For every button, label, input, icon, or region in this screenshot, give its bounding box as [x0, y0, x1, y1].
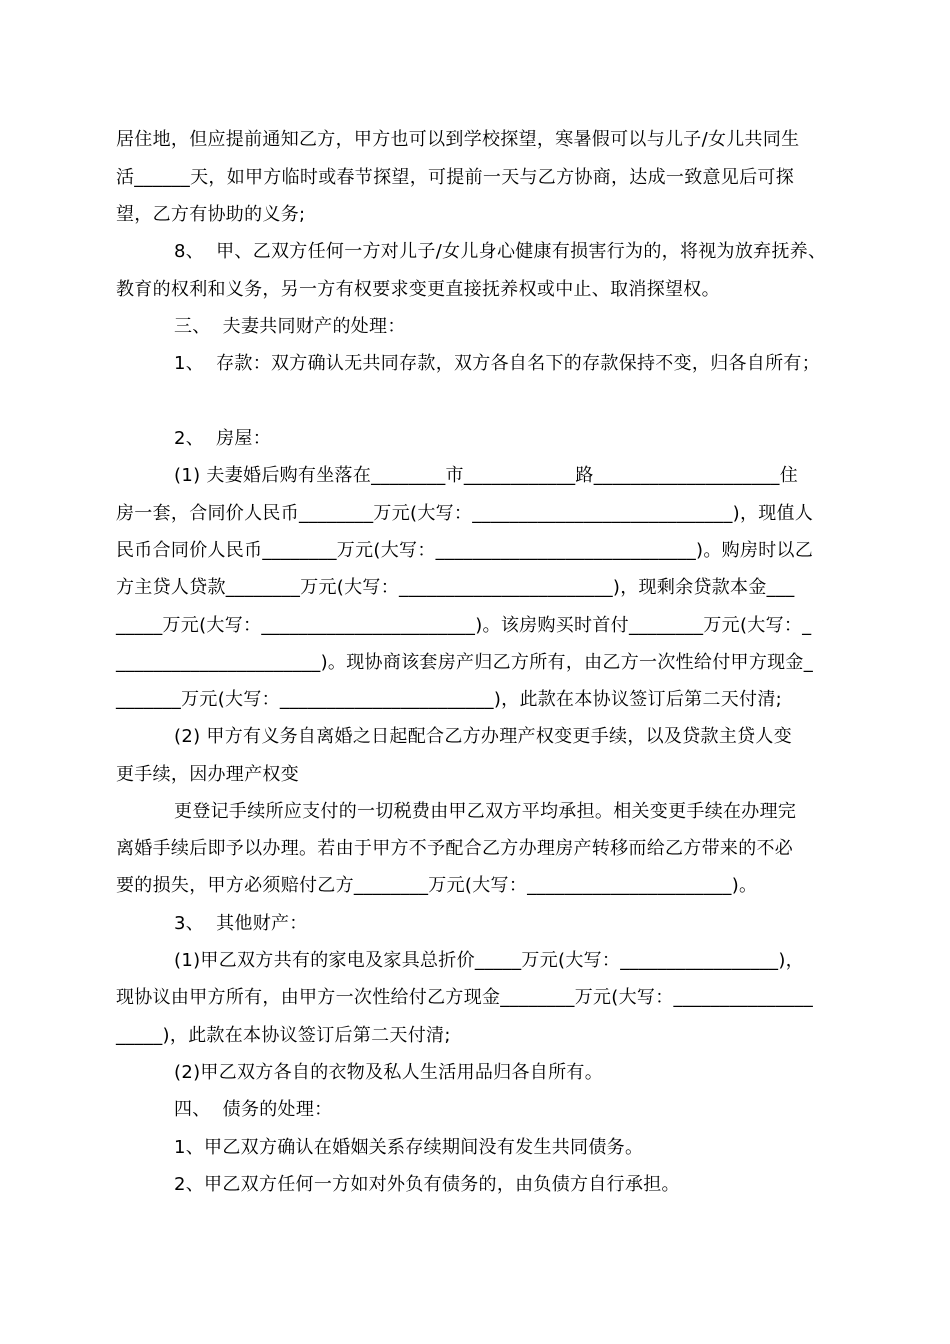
paragraph-line: 更登记手续所应支付的一切税费由甲乙双方平均承担。相关变更手续在办理完	[174, 801, 797, 822]
paragraph-line: (2) 甲方有义务自离婚之日起配合乙方办理产权变更手续，以及贷款主贷人变	[174, 726, 793, 747]
paragraph-line: 房一套，合同价人民币________万元(大写：____________________________)，现值人	[116, 503, 814, 524]
paragraph-line: 8、 甲、乙双方任何一方对儿子/女儿身心健康有损害行为的，将视为放弃抚养、	[174, 241, 827, 262]
paragraph-line: 2、甲乙双方任何一方如对外负有债务的，由负债方自行承担。	[174, 1174, 680, 1195]
paragraph-line: ______________________)。现协商该套房产归乙方所有，由乙方一次性给付甲方现金_	[116, 652, 814, 673]
paragraph-line: 1、 存款：双方确认无共同存款，双方各自名下的存款保持不变，归各自所有；	[174, 353, 820, 374]
paragraph-line: _____)，此款在本协议签订后第二天付清;	[116, 1025, 451, 1046]
paragraph-line: _____万元(大写：_______________________)。该房购买时首付________万元(大写：_	[116, 615, 812, 636]
paragraph-line: 居住地，但应提前通知乙方，甲方也可以到学校探望，寒暑假可以与儿子/女儿共同生	[116, 129, 800, 150]
section-heading: 三、 夫妻共同财产的处理：	[174, 316, 406, 337]
paragraph-line: (1) 夫妻婚后购有坐落在________市____________路____________________住	[174, 465, 799, 486]
paragraph-line: 望，乙方有协助的义务;	[116, 204, 306, 225]
paragraph-line: 活______天，如甲方临时或春节探望，可提前一天与乙方协商，达成一致意见后可探	[116, 167, 794, 188]
paragraph-line: 教育的权利和义务，另一方有权要求变更直接抚养权或中止、取消探望权。	[116, 279, 720, 300]
paragraph-line: _______万元(大写：_______________________)，此款在本协议签订后第二天付清;	[116, 689, 783, 710]
paragraph-line: 现协议由甲方所有，由甲方一次性给付乙方现金________万元(大写：_______________	[116, 987, 814, 1008]
paragraph-line: 要的损失，甲方必须赔付乙方________万元(大写：______________________)。	[116, 875, 758, 896]
paragraph-line: 方主贷人贷款________万元(大写：_______________________)，现剩余贷款本金___	[116, 577, 795, 598]
paragraph-line: (1)甲乙双方共有的家电及家具总折价_____万元(大写：_________________)，	[174, 950, 804, 971]
paragraph-line: (2)甲乙双方各自的衣物及私人生活用品归各自所有。	[174, 1062, 603, 1083]
paragraph-line: 离婚手续后即予以办理。若由于甲方不予配合乙方办理房产转移而给乙方带来的不必	[116, 838, 794, 859]
section-heading: 四、 债务的处理：	[174, 1099, 333, 1120]
subsection-heading: 3、 其他财产：	[174, 913, 308, 934]
paragraph-line: 1、甲乙双方确认在婚姻关系存续期间没有发生共同债务。	[174, 1137, 644, 1158]
paragraph-line: 更手续，因办理产权变	[116, 764, 299, 785]
paragraph-line: 民币合同价人民币________万元(大写：____________________________)。购房时以乙	[116, 540, 814, 561]
subsection-heading: 2、 房屋：	[174, 428, 271, 449]
